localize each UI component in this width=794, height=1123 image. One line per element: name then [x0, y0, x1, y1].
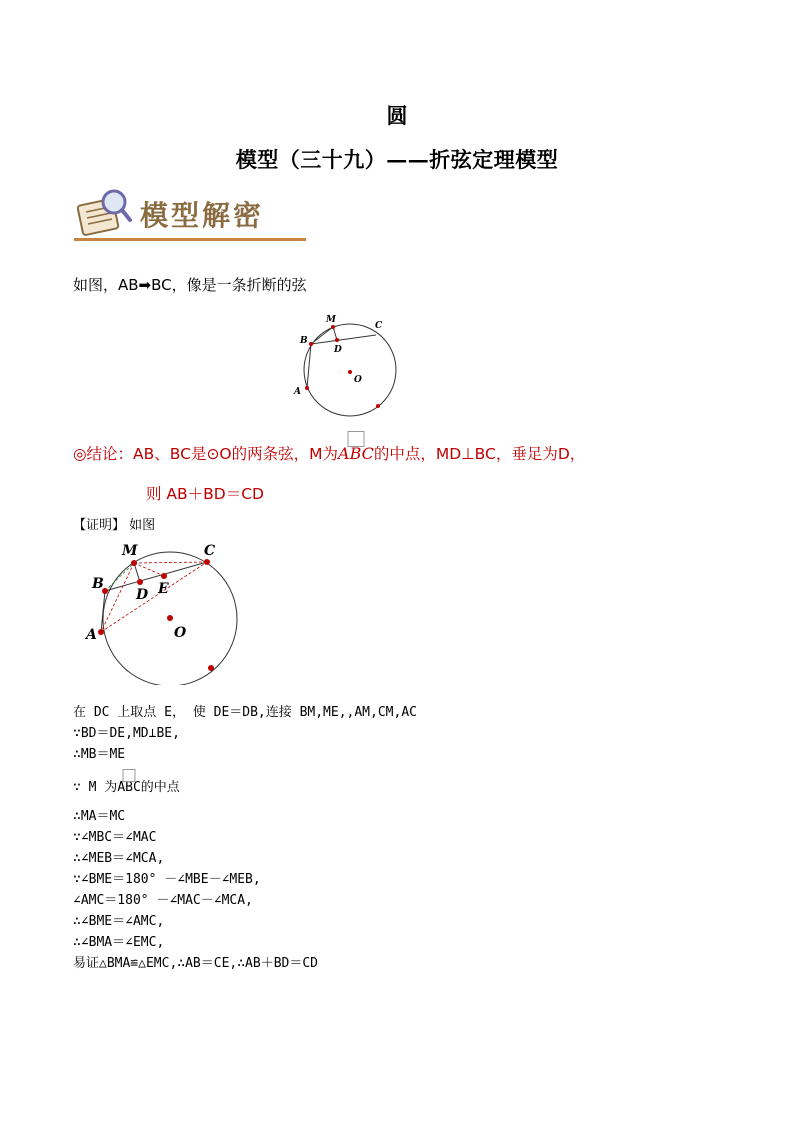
intro-text: 如图，AB➡BC，像是一条折断的弦: [73, 276, 307, 294]
notebook-magnifier-icon: [74, 186, 138, 240]
label-E: E: [158, 581, 169, 597]
label-D: D: [334, 345, 342, 355]
label-B: B: [92, 576, 104, 592]
proof-line: ∵BD＝DE,MD⊥BE,: [73, 726, 180, 741]
proof-line: ∴MB＝ME: [73, 747, 126, 762]
arc-abc: [338, 444, 374, 463]
midpoint-pre: ∵ M 为: [73, 780, 118, 795]
label-D: D: [136, 587, 149, 603]
label-A: A: [86, 627, 97, 643]
label-M: M: [326, 315, 336, 325]
midpoint-post: 的中点: [140, 780, 180, 795]
label-O: O: [174, 625, 187, 641]
page-title: 圆: [386, 103, 408, 128]
conclusion-line-2: 则 AB＋BD＝CD: [146, 485, 264, 503]
section-banner: [74, 186, 314, 244]
label-B: B: [300, 336, 308, 346]
label-C: C: [375, 321, 383, 331]
proof-line: 易证△BMA≌△EMC,∴AB＝CE,∴AB＋BD＝CD: [73, 956, 319, 971]
arc-mark: [123, 769, 136, 782]
arc-label: ABC: [338, 444, 374, 463]
arc-mark: [347, 431, 364, 447]
conclusion-line-1: [73, 442, 585, 464]
label-M: M: [122, 543, 138, 559]
proof-line: ∴∠MEB＝∠MCA,: [73, 851, 165, 866]
figure-1: [290, 310, 410, 425]
proof-line: ∴∠BMA＝∠EMC,: [73, 935, 165, 950]
banner-title: 模型解密: [140, 199, 265, 232]
banner-underline: [74, 238, 306, 241]
proof-line: ∵∠BME＝180° －∠MBE－∠MEB,: [73, 872, 261, 887]
proof-line: ∠AMC＝180° －∠MAC－∠MCA,: [73, 893, 253, 908]
arc-abc-small: [117, 780, 140, 795]
conclusion-post: 的中点，MD⊥BC，垂足为D，: [373, 445, 586, 463]
proof-line: ∴MA＝MC: [73, 809, 126, 824]
proof-line: 在 DC 上取点 E， 使 DE＝DB,连接 BM,ME,,AM,CM,AC: [73, 705, 417, 720]
label-O: O: [354, 375, 362, 385]
arc-label: ABC: [117, 780, 141, 795]
proof-line: ∴∠BME＝∠AMC,: [73, 914, 165, 929]
label-C: C: [204, 543, 216, 559]
proof-midpoint-line: [73, 776, 180, 795]
label-A: A: [294, 387, 301, 397]
figure-2: [78, 540, 248, 685]
proof-line: ∵∠MBC＝∠MAC: [73, 830, 157, 845]
proof-heading: 【证明】 如图: [73, 518, 156, 533]
conclusion-pre: ◎结论：AB、BC是⊙O的两条弦，M为: [73, 445, 339, 463]
page-subtitle: 模型（三十九）——折弦定理模型: [235, 147, 559, 172]
